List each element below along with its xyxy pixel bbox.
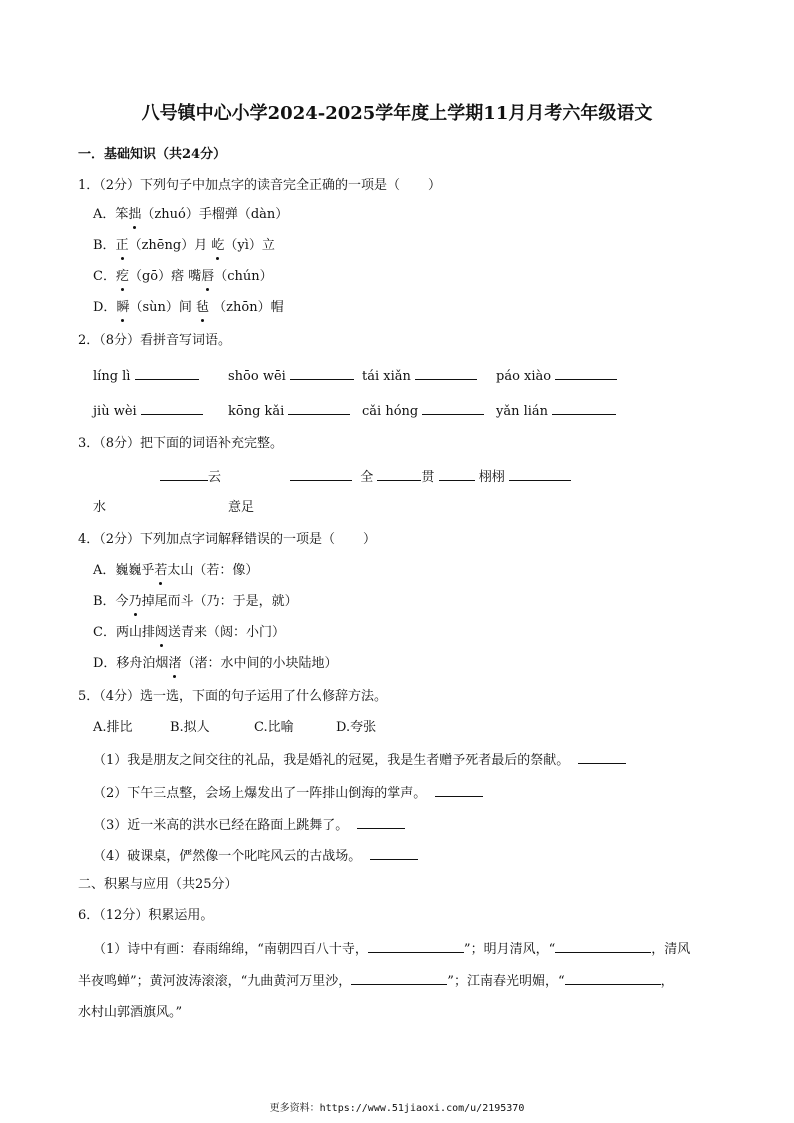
answer-blank[interactable] [555,940,651,953]
question-1-option-d[interactable] [93,299,284,317]
idiom-char: 贯 [421,470,435,485]
answer-blank[interactable] [357,816,405,829]
idiom-item-2 [290,468,571,487]
option-text: B． [93,238,116,253]
answer-blank[interactable] [555,367,617,380]
question-4-text: 4．（2分）下列加点字词解释错误的一项是（ [78,532,336,547]
pinyin-item [496,367,617,386]
dotted-char: 拙 [128,207,142,222]
poem-text: ”；明月清风，“ [463,942,556,957]
question-6-stem: 6．（12分）积累运用。 [78,908,214,923]
dotted-char: 乃 [128,594,142,609]
option-text: （sùn）间 [129,300,192,315]
question-1-text: 1．（2分）下列句子中加点字的读音完全正确的一项是（ [78,178,401,193]
answer-blank[interactable] [565,972,661,985]
option-text: D． [93,300,117,315]
pinyin-item [93,402,203,421]
dotted-char: 唇 [201,269,215,284]
idiom-char: 全 [360,470,374,485]
question-4-stem [78,531,376,549]
question-5-sentence-3 [93,816,405,835]
question-1-close: ） [428,178,442,193]
option-text: 掉尾而斗（乃：于是，就） [141,594,298,609]
option-text: （zhuó）手榴弹（dàn） [141,207,289,222]
option-text: （yì）立 [224,238,275,253]
option-text: C． [93,269,116,284]
answer-blank[interactable] [290,367,354,380]
pinyin-item [228,402,350,421]
question-1-option-a[interactable] [93,206,288,224]
option-text: C．两山排 [93,625,155,640]
question-6-line-1 [93,940,690,959]
question-4-option-a[interactable] [93,562,258,580]
pinyin-text: yǎn lián [496,404,549,419]
section-heading-accumulation: 二、积累与应用（共25分） [78,877,238,892]
pinyin-text: jiù wèi [93,404,137,419]
answer-blank[interactable] [422,402,484,415]
question-4-close: ） [363,532,377,547]
question-5-option-c[interactable]: C.比喻 [254,720,294,735]
option-text: （zhōn）帽 [213,300,284,315]
question-5-sentence-2 [93,784,483,803]
poem-text: ， [660,974,674,989]
answer-blank[interactable] [435,784,483,797]
answer-blank[interactable] [135,367,199,380]
question-1-option-c[interactable] [93,268,273,286]
question-1-stem [78,177,441,195]
answer-blank[interactable] [288,402,350,415]
answer-blank[interactable] [578,751,626,764]
answer-blank[interactable] [368,940,464,953]
question-3-stem: 3．（8分）把下面的词语补充完整。 [78,436,284,451]
pinyin-item [362,402,484,421]
option-text: （zhēng）月 [128,238,208,253]
dotted-char: 屹 [211,238,225,253]
option-text: 送青来（闼：小门） [167,625,285,640]
answer-blank[interactable] [141,402,203,415]
footer-link[interactable]: 更多资料：https://www.51jiaoxi.com/u/2195370 [269,1103,525,1114]
question-5-sentence-4 [93,847,418,866]
idiom-item-1-end: 水 [93,500,107,515]
question-4-option-d[interactable] [93,655,337,673]
dotted-char: 疙 [115,269,129,284]
page-title: 八号镇中心小学2024-2025学年度上学期11月月考六年级语文 [141,103,653,124]
sentence-text: （1）我是朋友之间交往的礼品，我是婚礼的冠冕，我是生者赠予死者最后的祭献。 [93,753,570,768]
option-text: 太山（若：像） [167,563,259,578]
dotted-char: 正 [115,238,129,253]
answer-blank[interactable] [290,468,352,481]
poem-text: 半夜鸣蝉”；黄河波涛滚滚，“九曲黄河万里沙， [78,974,352,989]
question-1-option-b[interactable] [93,237,275,255]
question-2-stem: 2．（8分）看拼音写词语。 [78,333,232,348]
question-4-option-c[interactable] [93,624,285,642]
question-5-option-d[interactable]: D.夸张 [336,720,377,735]
answer-blank[interactable] [351,972,447,985]
question-4-option-b[interactable] [93,593,298,611]
question-5-option-b[interactable]: B.拟人 [170,720,210,735]
answer-blank[interactable] [439,468,475,481]
answer-blank[interactable] [377,468,421,481]
option-text: A．巍巍乎 [93,563,155,578]
option-text: （渚：水中间的小块陆地） [181,656,338,671]
option-text: A．笨 [93,207,129,222]
poem-text: ，清风 [651,942,691,957]
option-text: （gō）瘩 嘴 [128,269,202,284]
pinyin-text: líng lì [93,369,131,384]
sentence-text: （2）下午三点整，会场上爆发出了一阵排山倒海的掌声。 [93,786,427,801]
dotted-char: 闼 [154,625,168,640]
answer-blank[interactable] [160,468,208,481]
pinyin-item [362,367,477,386]
pinyin-item [228,367,354,386]
sentence-text: （3）近一米高的洪水已经在路面上跳舞了。 [93,818,349,833]
question-5-option-a[interactable]: A.排比 [93,720,133,735]
idiom-char: 云 [208,470,222,485]
pinyin-item [93,367,199,386]
pinyin-text: kōng kǎi [228,404,285,419]
section-heading-basic: 一．基础知识（共24分） [78,147,227,162]
question-5-stem: 5．（4分）选一选，下面的句子运用了什么修辞方法。 [78,689,388,704]
idiom-char: 栩栩 [478,470,505,485]
question-5-sentence-1 [93,751,626,770]
sentence-text: （4）破课桌，俨然像一个叱咤风云的古战场。 [93,849,362,864]
answer-blank[interactable] [370,847,418,860]
pinyin-text: cǎi hóng [362,404,419,419]
idiom-item-4-end: 意足 [228,500,255,515]
pinyin-item [496,402,616,421]
answer-blank[interactable] [415,367,477,380]
pinyin-text: tái xiǎn [362,369,411,384]
answer-blank[interactable] [509,468,571,481]
question-6-line-3: 水村山郭酒旗风。” [78,1005,183,1020]
dotted-char: 毡 [196,300,210,315]
option-text: B．今 [93,594,129,609]
option-text: （chún） [214,269,273,284]
dotted-char: 瞬 [116,300,130,315]
dotted-char: 若 [154,563,168,578]
pinyin-text: páo xiào [496,369,552,384]
pinyin-text: shōo wēi [228,369,286,384]
poem-text: ”；江南春光明媚，“ [447,974,565,989]
answer-blank[interactable] [552,402,616,415]
dotted-char: 渚 [168,656,182,671]
idiom-item-1 [160,468,221,487]
poem-text: （1）诗中有画：春雨绵绵，“南朝四百八十寺， [93,942,368,957]
option-text: D．移舟泊烟 [93,656,169,671]
question-6-line-2 [78,972,674,991]
